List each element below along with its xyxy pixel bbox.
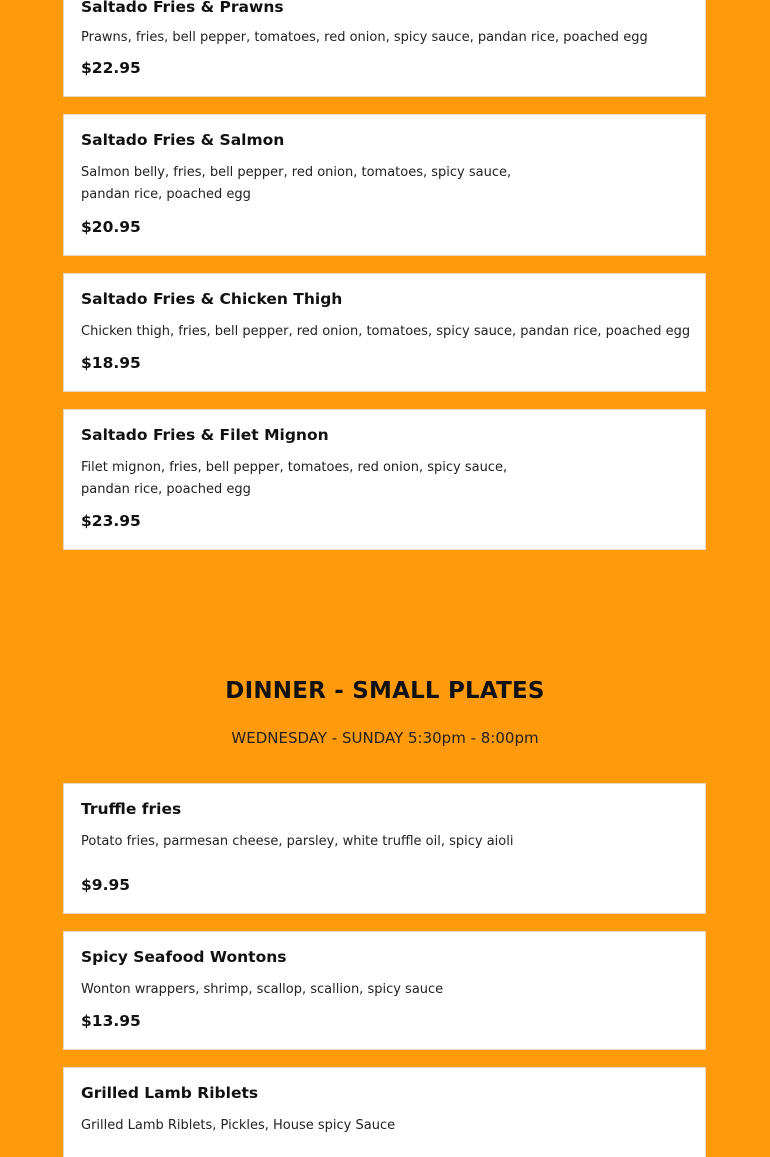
menu-item-card	[63, 1067, 706, 1157]
menu-item-card	[63, 273, 706, 392]
menu-item-name: Saltado Fries & Chicken Thigh	[81, 290, 343, 308]
menu-item-price: $23.95	[81, 512, 141, 530]
menu-item-card	[63, 783, 706, 914]
menu-item-name: Saltado Fries & Filet Mignon	[81, 426, 329, 444]
section-hours: WEDNESDAY - SUNDAY 5:30pm - 8:00pm	[231, 729, 539, 747]
menu-item-card	[63, 114, 706, 256]
menu-item-description: Prawns, fries, bell pepper, tomatoes, red onion, spicy sauce, pandan rice, poached egg	[81, 30, 648, 45]
menu-item-price: $20.95	[81, 218, 141, 236]
menu-item-card	[63, 0, 706, 97]
menu-item-card	[63, 931, 706, 1050]
menu-item-price: $13.95	[81, 1012, 141, 1030]
menu-item-description: Grilled Lamb Riblets, Pickles, House spicy Sauce	[81, 1118, 396, 1133]
menu-item-description: Salmon belly, fries, bell pepper, red onion, tomatoes, spicy sauce, pandan rice, poached egg	[81, 165, 512, 202]
menu-item-description: Wonton wrappers, shrimp, scallop, scallion, spicy sauce	[81, 982, 444, 997]
menu-item-name: Spicy Seafood Wontons	[81, 948, 287, 966]
menu-item-description: Potato fries, parmesan cheese, parsley, white truffle oil, spicy aioli	[81, 834, 514, 849]
menu-item-price: $9.95	[81, 876, 131, 894]
menu-item-description: Chicken thigh, fries, bell pepper, red onion, tomatoes, spicy sauce, pandan rice, poached egg	[81, 324, 691, 339]
menu-item-name: Truffle fries	[81, 800, 182, 818]
section-title: DINNER - SMALL PLATES	[225, 678, 545, 704]
menu-item-price: $18.95	[81, 354, 141, 372]
menu-item-name: Saltado Fries & Prawns	[81, 0, 284, 16]
menu-item-name: Grilled Lamb Riblets	[81, 1084, 259, 1102]
menu-item-description: Filet mignon, fries, bell pepper, tomatoes, red onion, spicy sauce, pandan rice, poached egg	[81, 460, 508, 497]
menu-item-name: Saltado Fries & Salmon	[81, 131, 285, 149]
menu-item-card	[63, 409, 706, 550]
menu-item-price: $22.95	[81, 59, 141, 77]
